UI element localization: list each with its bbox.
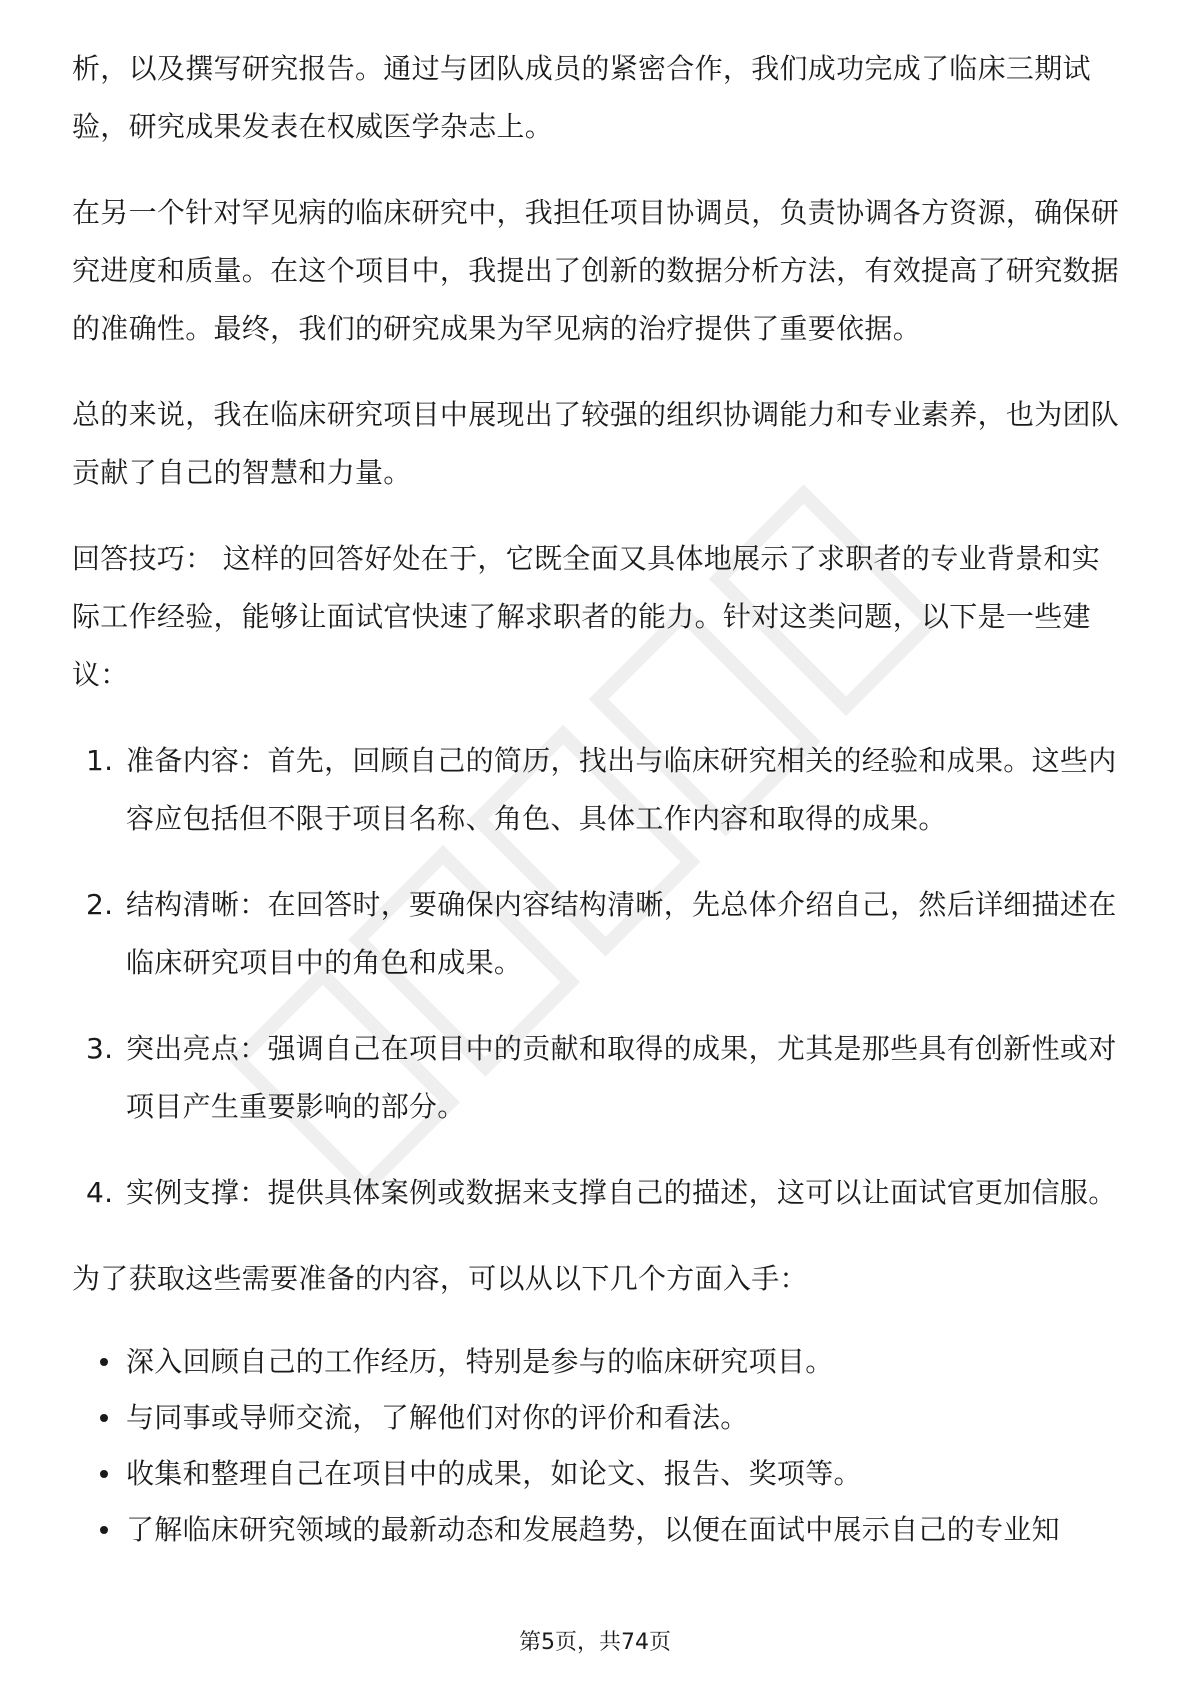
paragraph: 总的来说，我在临床研究项目中展现出了较强的组织协调能力和专业素养，也为团队贡献了自己的智慧和力量。 [72, 398, 1120, 489]
document-page [72, 40, 1122, 1558]
page-number: 第5页，共74页 [519, 1630, 671, 1655]
list-item-text: 结构清晰：在回答时，要确保内容结构清晰，先总体介绍自己，然后详细描述在临床研究项目中的角色和成果。 [126, 888, 1117, 979]
list-item [72, 1020, 1122, 1136]
bullet-text: 收集和整理自己在项目中的成果，如论文、报告、奖项等。 [126, 1457, 862, 1490]
bullet-text: 深入回顾自己的工作经历，特别是参与的临床研究项目。 [126, 1345, 834, 1378]
bullet-text: 了解临床研究领域的最新动态和发展趋势，以便在面试中展示自己的专业知 [126, 1513, 1060, 1546]
bullet-dot [100, 1470, 108, 1478]
list-number: 2. [86, 888, 114, 921]
paragraph: 为了获取这些需要准备的内容，可以从以下几个方面入手： [72, 1262, 808, 1295]
bullet-item [72, 1334, 1122, 1390]
bullet-item [72, 1446, 1122, 1502]
bullet-list [72, 1334, 1122, 1558]
paragraph: 在另一个针对罕见病的临床研究中，我担任项目协调员，负责协调各方资源，确保研究进度和质量。在这个项目中，我提出了创新的数据分析方法，有效提高了研究数据的准确性。最终，我们的研究成果为罕见病的治疗提供了重要依据。 [72, 196, 1120, 345]
list-number: 4. [86, 1176, 114, 1209]
list-item-text: 准备内容：首先，回顾自己的简历，找出与临床研究相关的经验和成果。这些内容应包括但不限于项目名称、角色、具体工作内容和取得的成果。 [126, 744, 1117, 835]
answer-tips-paragraph: 回答技巧： 这样的回答好处在于，它既全面又具体地展示了求职者的专业背景和实际工作经验，能够让面试官快速了解求职者的能力。针对这类问题，以下是一些建议： [72, 542, 1101, 691]
list-item [72, 1164, 1122, 1222]
bullet-item [72, 1390, 1122, 1446]
bullet-item [72, 1502, 1122, 1558]
paragraph: 析，以及撰写研究报告。通过与团队成员的紧密合作，我们成功完成了临床三期试验，研究成果发表在权威医学杂志上。 [72, 52, 1091, 143]
bullet-dot [100, 1358, 108, 1366]
list-item-text: 突出亮点：强调自己在项目中的贡献和取得的成果，尤其是那些具有创新性或对项目产生重要影响的部分。 [126, 1032, 1117, 1123]
list-item [72, 876, 1122, 992]
list-item [72, 732, 1122, 848]
list-item-text: 实例支撑：提供具体案例或数据来支撑自己的描述，这可以让面试官更加信服。 [126, 1176, 1117, 1209]
bullet-dot [100, 1526, 108, 1534]
bullet-text: 与同事或导师交流，了解他们对你的评价和看法。 [126, 1401, 749, 1434]
suggestion-list [72, 732, 1122, 1222]
list-number: 1. [86, 744, 114, 777]
list-number: 3. [86, 1032, 114, 1065]
bullet-dot [100, 1414, 108, 1422]
